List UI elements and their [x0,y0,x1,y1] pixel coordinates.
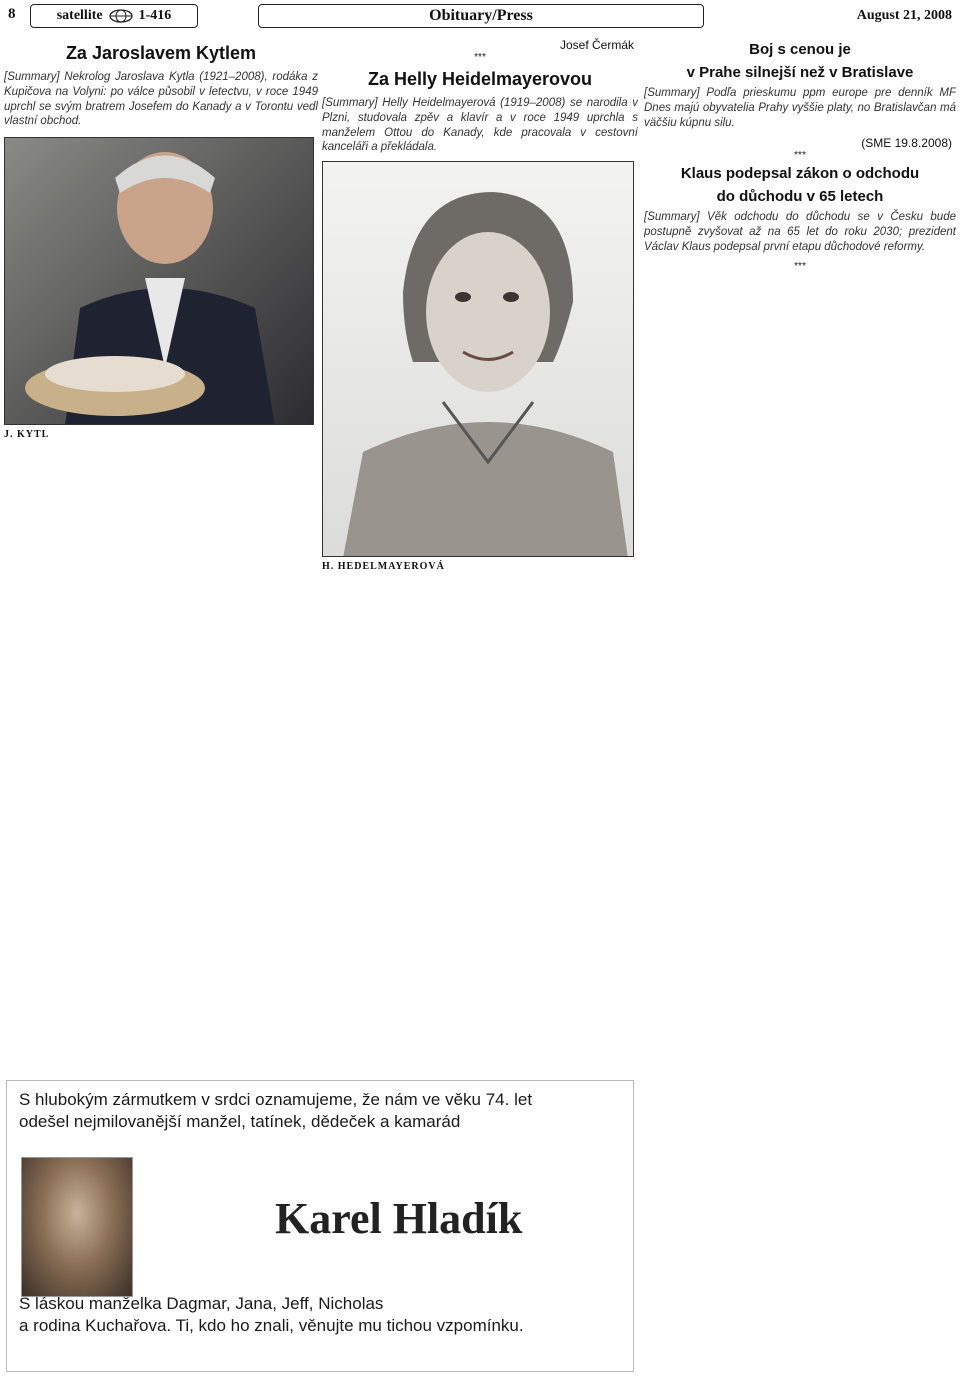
notice-line-1: S hlubokým zármutkem v srdci oznamujeme, že nám ve věku 74. let [19,1090,533,1109]
separator-stars-3: *** [794,260,806,272]
bratislava-headline-line2: v Prahe silnejší než v Bratislave [686,64,914,81]
bratislava-headline-line1: Boj s cenou je [749,41,851,58]
helly-photo [322,161,634,557]
column-middle [322,38,638,1078]
bratislava-source: (SME 19.8.2008) [861,136,952,151]
notice-name: Karel Hladík [275,1194,523,1243]
separator-stars-2: *** [794,150,806,162]
brand-name: satellite [56,8,103,23]
pension-headline-line1: Klaus podepsal zákon o odchodu [680,165,920,183]
kytl-photo [4,137,314,425]
notice-line-2: odešel nejmilovanější manžel, tatínek, dědeček a kamarád [19,1112,461,1131]
column-left [4,38,318,1058]
helly-headline: Za Helly Heidelmayerovou [367,69,593,89]
page-number: 8 [8,6,16,22]
pension-summary: [Summary] Věk odchodu do důchodu se v Česku bude postupně zvyšovat až na 65 let do roku 2030; prezident Václav Klaus podepsal první etapu důchodové reformy. [644,211,956,253]
publication-box [30,4,198,28]
separator-stars: *** [474,52,486,63]
notice-bottom [7,1293,633,1337]
section-title: Obituary/Press [258,4,704,28]
notice-line-4: a rodina Kuchařova. Ti, kdo ho znali, věnujte mu tichou vzpomínku. [19,1316,524,1335]
notice-line-3: S láskou manželka Dagmar, Jana, Jeff, Nicholas [19,1294,384,1313]
page-header [0,0,960,34]
issue-date: August 21, 2008 [856,8,952,23]
kytl-summary: [Summary] Nekrolog Jaroslava Kytla (1921–2008), rodáka z Kupičova na Volyni: po válce působil v letectvu, v roce 1949 uprchl se svým bratrem Josefem do Kanady a v Torontu vedl vlastní obchod. [4,71,318,128]
death-notice [6,1080,634,1372]
helly-portrait-illustration [323,162,634,557]
pension-headline-line2: do důchodu v 65 letech [716,188,884,206]
helly-photo-caption: H. HEDELMAYEROVÁ [322,561,445,573]
kytl-signature: Josef Čermák [559,38,634,52]
globe-icon [109,9,133,23]
hladik-photo [21,1157,133,1297]
column-right [644,38,956,1372]
issue-number: 1-416 [138,8,172,23]
bratislava-summary: [Summary] Podľa prieskumu ppm europe pre denník MF Dnes majú obyvatelia Prahy vyššie platy, no Bratislavčan má väčšiu kúpnu silu. [644,87,956,129]
kytl-portrait-illustration [5,138,314,425]
kytl-headline: Za Jaroslavem Kytlem [65,43,257,63]
kytl-photo-caption: J. KYTL [4,429,50,441]
helly-summary: [Summary] Helly Heidelmayerová (1919–2008) se narodila v Plzni, studovala zpěv a klavír a v roce 1949 uprchla s manželem Ottou do Kanady, kde pracovala v cestovní kanceláři a překládala. [322,97,638,154]
